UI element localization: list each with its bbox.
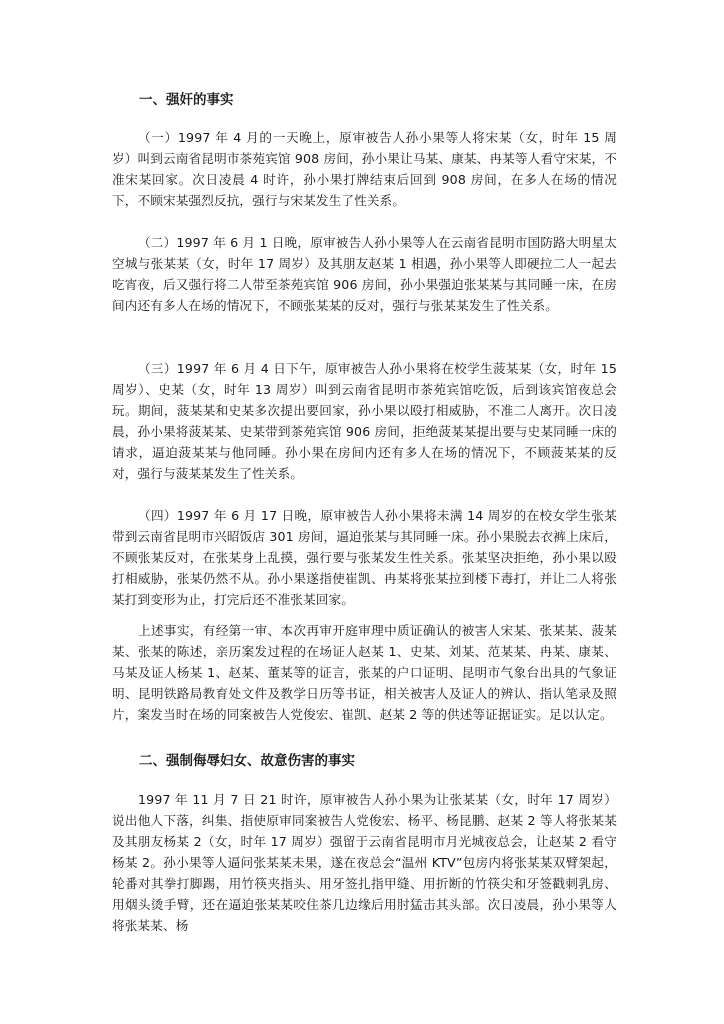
paragraph-case-2: （二）1997 年 6 月 1 日晚，原审被告人孙小果等人在云南省昆明市国防路大明星太空城与张某某（女，时年 17 周岁）及其朋友赵某 1 相遇，孙小果等人即硬拉二人一起去吃宵夜，后又强行将二人带至茶苑宾馆 906 房间，孙小果强迫张某某与其同睡一床，在房间内还有多人在场的情况下，不顾张某某的反对，强行与张某某发生了性关系。: [112, 235, 617, 313]
paragraph-insult-injury-facts: 1997 年 11 月 7 日 21 时许，原审被告人孙小果为让张某某（女，时年 17 周岁）说出他人下落，纠集、指使原审同案被告人党俊宏、杨平、杨昆鹏、赵某 2 等人将张某某及其朋友杨某 2（女，时年 17 周岁）强留于云南省昆明市月光城夜总会，让赵某 2 看守杨某 2。孙小果等人逼问张某某未果，遂在夜总会“温州 KTV”包房内将张某某双臂架起，轮番对其拳打脚踢，用竹筷夹指头、用牙签扎指甲缝、用折断的竹筷尖和牙签戳刺乳房、用烟头烫手臂，还在逼迫张某某咬住茶几边缘后用肘猛击其头部。次日凌晨，孙小果等人将张某某、杨: [112, 792, 617, 933]
section-heading-insult-injury: 二、强制侮辱妇女、故意伤害的事实: [139, 753, 355, 769]
paragraph-case-3: （三）1997 年 6 月 4 日下午，原审被告人孙小果将在校学生菠某某（女，时年 15 周岁）、史某（女，时年 13 周岁）叫到云南省昆明市茶苑宾馆吃饭，后到该宾馆夜总会玩。期间，菠某某和史某多次提出要回家，孙小果以殴打相威胁，不准二人离开。次日凌晨，孙小果将菠某某、史某带到茶苑宾馆 906 房间，拒绝菠某某提出要与史某同睡一床的请求，逼迫菠某某与他同睡。孙小果在房间内还有多人在场的情况下，不顾菠某某的反对，强行与菠某某发生了性关系。: [112, 361, 617, 481]
paragraph-case-4: （四）1997 年 6 月 17 日晚，原审被告人孙小果将未满 14 周岁的在校女学生张某带到云南省昆明市兴昭饭店 301 房间，逼迫张某与其同睡一床。孙小果脱去衣裤上床后，不顾张某反对，在张某身上乱摸，强行要与张某发生性关系。张某坚决拒绝，孙小果以殴打相威胁，张某仍然不从。孙小果遂指使崔凯、冉某将张某拉到楼下毒打，并让二人将张某打到变形为止，打完后还不准张某回家。: [112, 508, 617, 607]
section-heading-rape: 一、强奸的事实: [139, 92, 234, 108]
paragraph-evidence-summary: 上述事实，有经第一审、本次再审开庭审理中质证确认的被害人宋某、张某某、菠某某、张某的陈述，亲历案发过程的在场证人赵某 1、史某、刘某、范某某、冉某、康某、马某及证人杨某 1、赵某、董某等的证言，张某的户口证明、昆明市气象台出具的气象证明、昆明铁路局教育处文件及教学日历等书证，相关被害人及证人的辨认、指认笔录及照片，案发当时在场的同案被告人党俊宏、崔凯、赵某 2 等的供述等证据证实。足以认定。: [112, 623, 617, 722]
paragraph-case-1: （一）1997 年 4 月的一天晚上，原审被告人孙小果等人将宋某（女，时年 15 周岁）叫到云南省昆明市茶苑宾馆 908 房间，孙小果让马某、康某、冉某等人看守宋某，不准宋某回家。次日凌晨 4 时许，孙小果打牌结束后回到 908 房间，在多人在场的情况下，不顾宋某强烈反抗，强行与宋某发生了性关系。: [112, 130, 617, 208]
